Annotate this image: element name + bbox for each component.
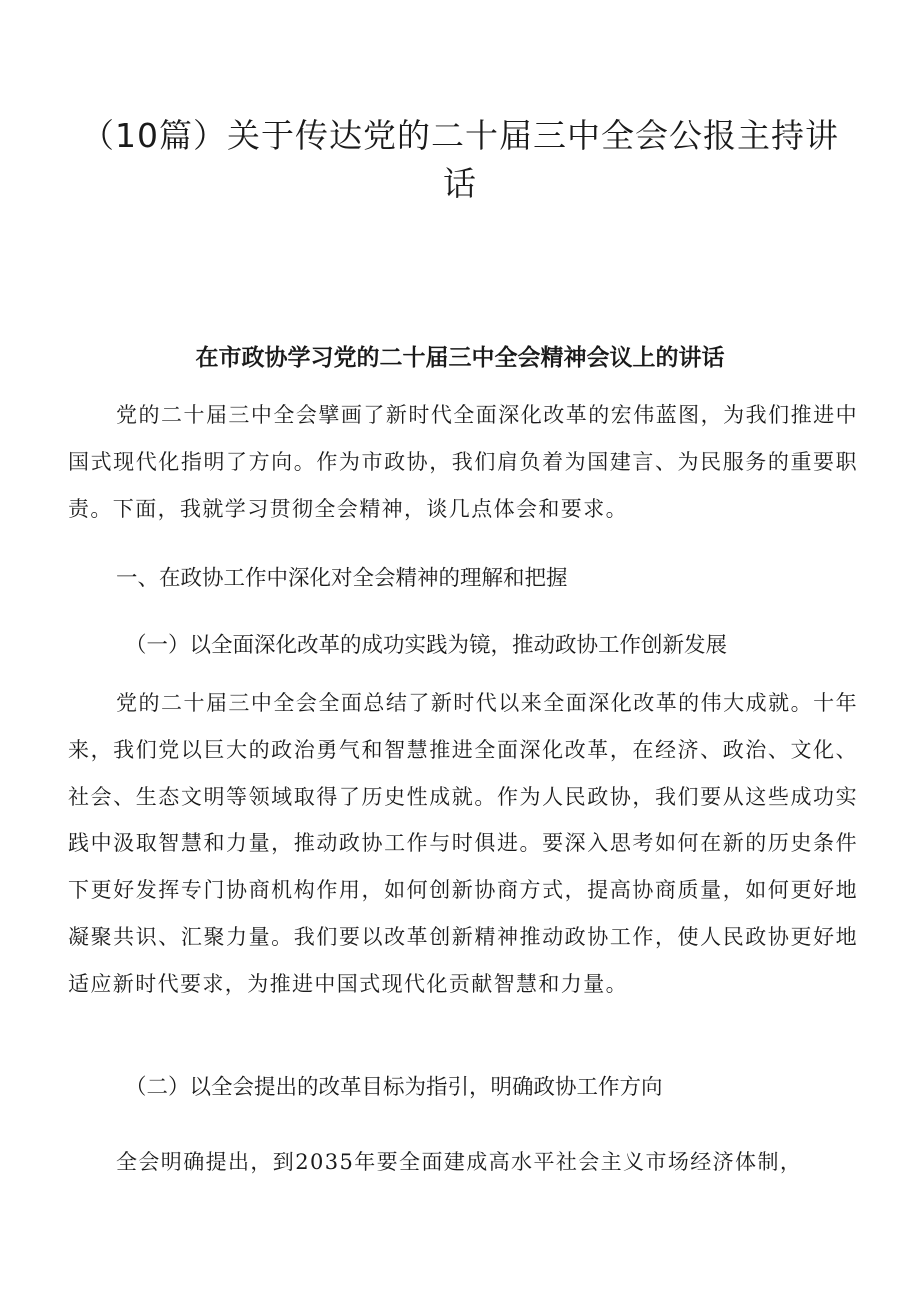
subsection-heading-1-1: （一）以全面深化改革的成功实践为镜，推动政协工作创新发展 — [125, 633, 728, 658]
subsection-heading-1-2: （二）以全会提出的改革目标为指引，明确政协工作方向 — [125, 1075, 663, 1100]
subsection-1-2-paragraph: 全会明确提出，到2035年要全面建成高水平社会主义市场经济体制， — [116, 1150, 803, 1174]
document-title: （10篇）关于传达党的二十届三中全会公报主持讲话 — [81, 116, 839, 203]
intro-paragraph: 党的二十届三中全会擘画了新时代全面深化改革的宏伟蓝图，为我们推进中国式现代化指明了方向。作为市政协，我们肩负着为国建言、为民服务的重要职责。下面，我就学习贯彻全会精神，谈几点体会和要求。 — [68, 403, 858, 521]
speech-title: 在市政协学习党的二十届三中全会精神会议上的讲话 — [195, 345, 725, 371]
subsection-1-1-paragraph: 党的二十届三中全会全面总结了新时代以来全面深化改革的伟大成就。十年来，我们党以巨大的政治勇气和智慧推进全面深化改革，在经济、政治、文化、社会、生态文明等领域取得了历史性成就。作为人民政协，我们要从这些成功实践中汲取智慧和力量，推动政协工作与时俱进。要深入思考如何在新的历史条件下更好发挥专门协商机构作用，如何创新协商方式，提高协商质量，如何更好地凝聚共识、汇聚力量。我们要以改革创新精神推动政协工作，使人民政协更好地适应新时代要求，为推进中国式现代化贡献智慧和力量。 — [68, 691, 858, 996]
section-heading-1: 一、在政协工作中深化对全会精神的理解和把握 — [116, 566, 568, 591]
